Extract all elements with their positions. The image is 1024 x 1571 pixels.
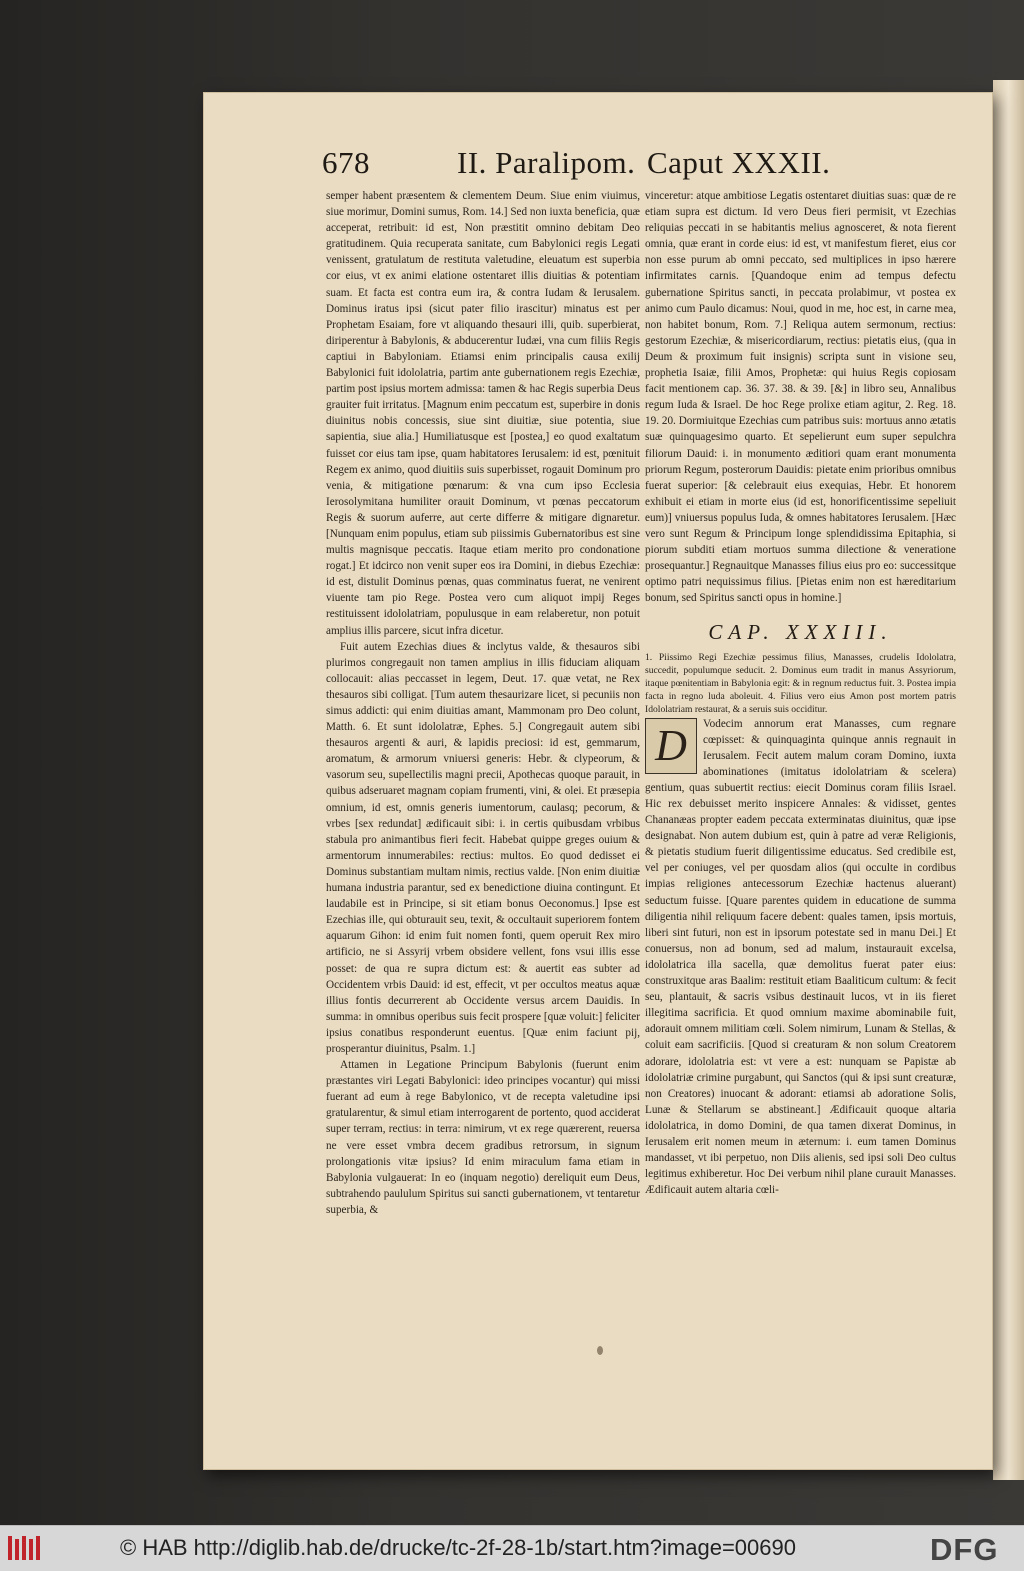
chapter-body: Vodecim annorum erat Manasses, cum regnare cœpisset: & quinquaginta quinque annis regnauit in Ierusalem. Fecit autem malum coram Domino, iuxta abominationes (imitatus idololatriam & scelera) gentium, quas subuertit rectius: eiecit Dominus coram filiis Israel. Hic rex debuisset merito inspicere Annales: & vidisset, gentes Chananæas propter eadem peccata exterminatas diuinitus, quæ ipse designabat. Non autem dubium est, quin à patre ad veræ Religionis, & pietatis studium fuerit diligentissime educatus. Sed credibile est, vel per coniuges, vel per quosdam alios (qui occulte in cordibus impias religiones antecessorum Ezechiæ hactenus aluerant) seductum fuisse. [Quare parentes quidem in educatione de summa diligentia nihil reliquum facere debent: quales tamen, ipsis mortuis, liberi sint futuri, non est in ipsorum potestate sed in manu Dei.] Et conuersus, non ad bonum, sed ad malum, instaurauit excelsa, idololatrica illa sacella, quæ demolitus fuerat pater eius: construxitque aras Baalim: restituit etiam Baaliticum cultum: & fecit seu, plantauit, & sacris vsibus destinauit lucos, vt in iis fieret illegitima sacrificia. Et quod omnium maxime abominabile fuit, adorauit omnem militiam cœli. Solem nimirum, Lunam & Stellas, & coluit eam sacrificiis. [Quod si creaturam & non solum Creatorem adorare, idololatria est: vt vere a est: nunquam se Papistæ ab idololatriæ crimine purgabunt, qui Sanctos (qui & ipsi sunt creaturæ, non Creatores) inuocant & adorant: etiamsi ab adoratione Solis, Lunæ & Stellarum se abstineant.] Ædificauit quoque altaria idololatrica, in domo Domini, de qua tamen dixerat Dominus, in Ierusalem erit nomen meum in æternum: i. eum tamen Dominus mandasset, vt ibi perpetuo, non Diis alienis, sed ipsi soli Deo cultus legitimus exhiberetur. Hoc Dei verbum nihil plane curauit Manasses. Ædificauit autem altaria cœli- <box>645 717 956 1197</box>
right-paragraph: vinceretur: atque ambitiose Legatis ostentaret diuitias suas: quæ de re etiam supra est dictum. Id vero Deus fieri permisit, vt Ezechias reliquias peccati in se habitantis melius agnosceret, & nota fierent omnia, quæ erant in corde eius: id est, vt manifestum fieret, eius cor non esse purum ab omni peccato, sed multiplices in ipso hærere infirmitates carnis. [Quandoque enim ad tempus defectu gubernatione Spiritus sancti, in peccata prolabimur, vt postea ex animo cum Paulo dicamus: Noui, quod in me, hoc est, in carne mea, non habitet bonum, Rom. 7.] Reliqua autem sermonum, rectius: gestorum Ezechiæ, & misericordiarum, rectius: pietatis eius, (qua in Deum & proximum fuit insignis) scripta sunt in visione seu, prophetia Isaiæ, filii Amos, Prophetæ: qui huius Regis copiosam facit mentionem cap. 36. 37. 38. & 39. [&] in libro seu, Annalibus regum Iuda & Israel. De hoc Rege prolixe etiam agitur, 2. Reg. 18. 19. 20. Dormiuitque Ezechias cum patribus suis: mortuus anno ætatis suæ quinquagesimo quarto. Et sepelierunt eum super sepulchra filiorum Dauid: i. in monumento æditiori quam erant monumenta priorum Regum, posterorum Dauidis: pietate enim prioribus omnibus fuerat superior: [& celebrauit eius exequias, Hebr. Et honorem exhibuit ei etiam in morte eius (id est, honorificentissime sepeliuit eum)] vniuersus populus Iuda, & omnes habitatores Ierusalem. [Hæc vero sunt Regum & Principum longe splendidissima Epitaphia, si piorum subditi etiam mortuos summa dilectione & veneratione prosequantur.] Regnauitque Manasses filius eius pro eo: successitque optimo patri nequissimus filius. [Pietas enim non est hæreditarium bonum, sed Spiritus sancti opus in homine.] <box>645 190 956 605</box>
left-column <box>326 188 640 1306</box>
chapter-heading: Caput XXXII. <box>647 145 831 180</box>
right-column <box>645 188 956 1306</box>
dfg-logo: DFG <box>930 1532 999 1567</box>
left-paragraph: semper habent præsentem & clementem Deum. Siue enim viuimus, siue morimur, Domini sumus, Rom. 14.] Sed non iuxta beneficia, quæ acceperat, retribuit: id est, Non præstitit omnino debitam Deo gratitudinem. Quia recuperata sanitate, cum Babylonici regis Legati venissent, gratulatum de restituta valetudine, eleuatum est superbia cor eius, vt ex animi elatione ostentaret illis diuitias & potentiam suam. Et facta est contra eum ira, & contra Iudam & Ierusalem. Dominus iratus ipsi (sicut pater filio irascitur) minatus est per Prophetam Esaiam, fore vt aliquando thesauri illi, quib. superbierat, diriperentur à Babylonis, & abducerentur Iudæi, vna cum filiis Regis captiui in Babyloniam. Etiamsi enim principalis causa exilij Babylonici fuit idololatria, partim ante gubernationem regis Ezechiæ, partim post ipsius mortem admissa: tamen & hac Regis superbia Deus grauiter fuit irritatus. [Magnum enim peccatum est, superbire in donis diuinitus nobis concessis, siue sint diuitiæ, siue potentia, siue sapientia, siue alia.] Humiliatusque est [postea,] eo quod exaltatum fuisset cor eius tam ipse, quam habitatores Ierusalem: id est, pœnituit Regem ex animo, quod diuitiis suis superbisset, rogauit Dominum pro venia, & mitigatione pœnarum: & vna cum ipso Ecclesia Ierosolymitana humiliter orauit Dominum, vt pœnas peccatorum Regis & suorum auferre, aut certe differre & mitigare dignaretur. [Nunquam enim populus, etiam sub piissimis Gubernatoribus est sine multis magnisque peccatis. Itaque etiam merito pro condonatione rogat.] Et idcirco non venit super eos ira Domini, in diebus Ezechiæ: id est, distulit Dominus pœnas, quas comminatus fuerat, ne venirent viuente tam pio Rege. Postea vero cum aliquot impij Reges restituissent idololatriam, populusque in eam relaberetur, non potuit amplius illis parcere, sicut infra dicetur. <box>326 190 640 637</box>
initial-letter: D <box>655 720 687 770</box>
hab-logo-icon <box>6 1534 46 1562</box>
decorated-initial <box>645 718 697 774</box>
page-number: 678 <box>322 145 370 180</box>
ink-spot <box>597 1346 603 1355</box>
chapter-argument: 1. Piissimo Regi Ezechiæ pessimus filius, Manasses, crudelis Idololatra, succedit, populumque seducit. 2. Dominus eum tradit in manus Assyriorum, itaque pœnitentiam in Babylonia egit: & in regnum reductus fuit. 3. Postea impia facta in regno luda aboleuit. 4. Filius vero eius Amon post mortem patris Idololatriam restaurat, & a seruis suis occiditur. <box>645 651 956 715</box>
book-title: II. Paralipom. <box>457 145 636 180</box>
left-paragraph: Fuit autem Ezechias diues & inclytus valde, & thesauros sibi plurimos congregauit non tamen amplius in illis fiduciam aliquam collocauit: alias peccasset in legem, Deut. 17. quæ vetat, ne Rex thesauros sibi colligat. [Tum autem thesaurizare licet, si pecuniis non simus addicti: qui enim diuitias amant, Mammonam pro Deo colunt, Matth. 6. Et sunt idololatræ, Ephes. 5.] Congregauit autem sibi thesauros argenti & auri, & lapidis preciosi: id est, gemmarum, aromatum, & armorum vniuersi generis: Hebr. & clypeorum, & vasorum seu, supellectilis magni precii, Apothecas quoque parauit, in quibus adseruaret magnam copiam frumenti, vini, & olei. Et præsepia omnium, id est, omnis generis iumentorum, caulasq; pecorum, & vrbes [sex redundat] ædificauit sibi: i. in certis quibusdam vrbibus stabula pro animantibus fieri fecit. Habebat quippe greges ouium & armentorum innumerabiles: rectius: multos. Eo quod dedisset ei Dominus substantiam multam nimis, rectius valde. [Non enim diuitiæ humana industria parantur, sed ex benedictione diuina contingunt. Et laudabile est in Principe, si sit etiam bonus Oeconomus.] Ipse est Ezechias ille, qui obturauit seu, texit, & occultauit superiorem fontem aquarum Gihon: id enim fuit nomen fonti, quem operuit Rex miro artificio, ne si Assyrij vrbem obsidere vellent, fons vsui illis esse posset: de qua re supra dictum est: & auertit eas subter ad Occidentem vrbis Dauid: id est, effecit, vt per occultos meatus aquæ illius fontis decurrerent ab Occidente versus arcem Dauidis. In summa: in omnibus operibus suis fecit prospere [quæ voluit:] feliciter ipsius conatibus responderunt euentus. [Quæ enim faciunt pij, prosperantur diuinitus, Psalm. 1.] <box>326 640 640 1055</box>
viewer-footer <box>0 1525 1024 1571</box>
left-paragraph: Attamen in Legatione Principum Babylonis (fuerunt enim præstantes viri Legati Babylonici: ideo principes vocantur) qui missi fuerant ad eum à rege Babylonico, vt de recepta valetudine ipsi gratularentur, & simul etiam interrogarent de portento, quod acciderat super terram, rectius: in terra: nimirum, vt ex rege quærerent, reuersa ne vere esset vmbra decem gradibus retrorsum, in signum prolongationis vitæ ipsius? Id enim miraculum fama etiam in Babylonia vulgauerat: In eo (inquam negotio) dereliquit eum Deus, subtrahendo paululum Spiritus sui sancti gubernationem, vt tentaretur superbia, & <box>326 1059 640 1216</box>
running-head <box>322 143 942 185</box>
next-page-edge <box>993 80 1024 1480</box>
source-url[interactable]: © HAB http://diglib.hab.de/drucke/tc-2f-28-1b/start.htm?image=00690 <box>120 1535 796 1560</box>
chapter-title: CAP. XXXIII. <box>708 620 893 645</box>
